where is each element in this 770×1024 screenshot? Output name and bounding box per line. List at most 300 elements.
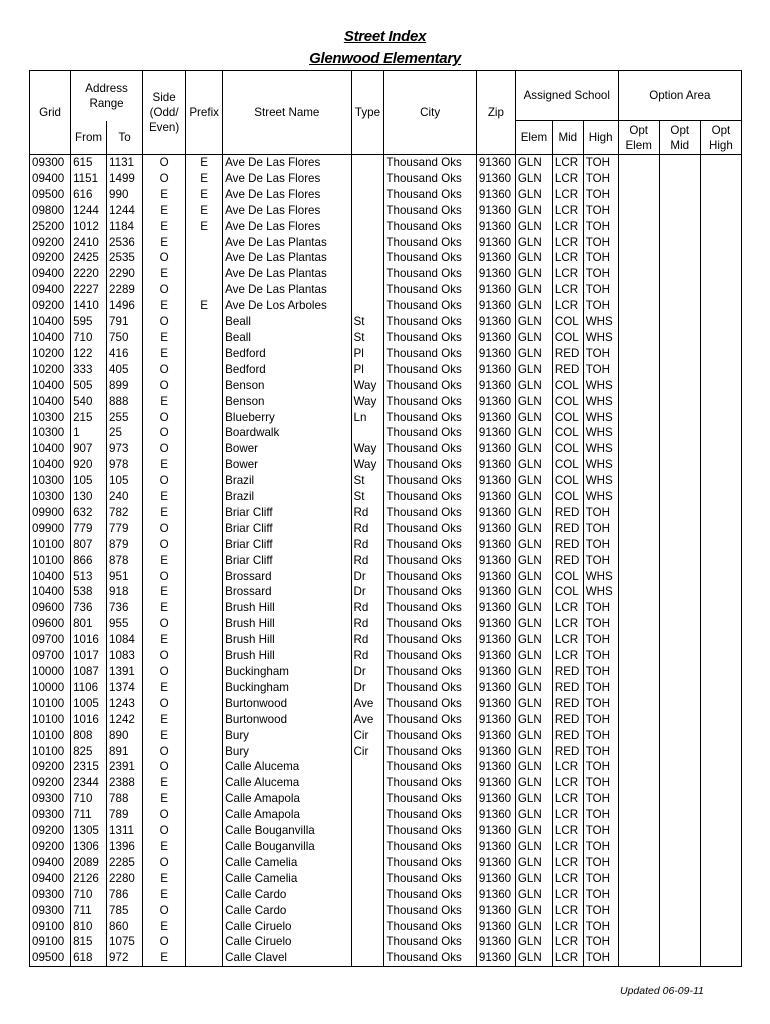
cell-side: E (143, 632, 186, 648)
cell-opt-high (700, 919, 741, 935)
cell-to: 1391 (107, 664, 143, 680)
cell-opt-high (700, 521, 741, 537)
cell-high: TOH (583, 712, 618, 728)
cell-opt-high (700, 219, 741, 235)
cell-opt-high (700, 823, 741, 839)
cell-street-name: Calle Camelia (223, 855, 351, 871)
cell-opt-mid (659, 569, 700, 585)
header-mid: Mid (552, 121, 583, 155)
cell-to: 2535 (107, 250, 143, 266)
cell-city: Thousand Oks (384, 950, 476, 966)
cell-street-name: Calle Cardo (223, 887, 351, 903)
cell-prefix: E (186, 155, 223, 171)
cell-opt-high (700, 378, 741, 394)
cell-elem: GLN (515, 759, 552, 775)
cell-street-name: Burtonwood (223, 696, 351, 712)
cell-type: St (351, 314, 384, 330)
page-subtitle: Glenwood Elementary (309, 50, 461, 67)
cell-city: Thousand Oks (384, 362, 476, 378)
header-opt-high: Opt High (700, 121, 741, 155)
cell-zip: 91360 (476, 378, 515, 394)
cell-mid: RED (552, 346, 583, 362)
cell-city: Thousand Oks (384, 489, 476, 505)
table-row (30, 553, 742, 569)
cell-zip: 91360 (476, 759, 515, 775)
cell-street-name: Calle Clavel (223, 950, 351, 966)
cell-street-name: Calle Amapola (223, 791, 351, 807)
cell-elem: GLN (515, 473, 552, 489)
cell-side: O (143, 759, 186, 775)
cell-opt-mid (659, 282, 700, 298)
cell-type: Cir (351, 744, 384, 760)
cell-prefix (186, 473, 223, 489)
cell-prefix (186, 855, 223, 871)
cell-city: Thousand Oks (384, 855, 476, 871)
cell-type (351, 187, 384, 203)
header-street-name: Street Name (223, 71, 351, 155)
cell-from: 1305 (71, 823, 107, 839)
cell-opt-high (700, 696, 741, 712)
cell-to: 2391 (107, 759, 143, 775)
cell-type: Rd (351, 632, 384, 648)
cell-street-name: Bedford (223, 362, 351, 378)
cell-prefix (186, 903, 223, 919)
table-row (30, 839, 742, 855)
cell-zip: 91360 (476, 457, 515, 473)
cell-to: 1083 (107, 648, 143, 664)
cell-type: Way (351, 394, 384, 410)
cell-opt-mid (659, 521, 700, 537)
cell-to: 955 (107, 616, 143, 632)
cell-prefix: E (186, 203, 223, 219)
cell-side: E (143, 680, 186, 696)
cell-opt-high (700, 553, 741, 569)
cell-side: E (143, 584, 186, 600)
cell-from: 907 (71, 441, 107, 457)
cell-from: 618 (71, 950, 107, 966)
cell-side: E (143, 791, 186, 807)
cell-type (351, 235, 384, 251)
table-row (30, 664, 742, 680)
cell-mid: LCR (552, 266, 583, 282)
cell-side: E (143, 219, 186, 235)
cell-from: 2126 (71, 871, 107, 887)
cell-to: 782 (107, 505, 143, 521)
cell-grid: 10400 (30, 457, 71, 473)
cell-mid: LCR (552, 155, 583, 171)
cell-side: O (143, 362, 186, 378)
cell-grid: 10100 (30, 696, 71, 712)
cell-opt-elem (618, 903, 659, 919)
cell-opt-high (700, 759, 741, 775)
table-row (30, 648, 742, 664)
cell-type (351, 855, 384, 871)
cell-side: O (143, 282, 186, 298)
cell-opt-mid (659, 744, 700, 760)
cell-grid: 10400 (30, 314, 71, 330)
cell-prefix (186, 791, 223, 807)
cell-street-name: Bedford (223, 346, 351, 362)
header-high: High (583, 121, 618, 155)
cell-prefix (186, 537, 223, 553)
cell-to: 972 (107, 950, 143, 966)
cell-elem: GLN (515, 346, 552, 362)
cell-prefix (186, 250, 223, 266)
cell-opt-mid (659, 664, 700, 680)
cell-side: O (143, 155, 186, 171)
cell-prefix: E (186, 298, 223, 314)
cell-elem: GLN (515, 394, 552, 410)
cell-street-name: Calle Bouganvilla (223, 839, 351, 855)
cell-high: WHS (583, 378, 618, 394)
cell-city: Thousand Oks (384, 871, 476, 887)
cell-city: Thousand Oks (384, 839, 476, 855)
cell-street-name: Boardwalk (223, 425, 351, 441)
cell-opt-high (700, 600, 741, 616)
header-prefix: Prefix (186, 71, 223, 155)
cell-street-name: Brossard (223, 569, 351, 585)
cell-prefix: E (186, 219, 223, 235)
cell-opt-mid (659, 171, 700, 187)
street-rows (30, 155, 742, 967)
cell-street-name: Brazil (223, 473, 351, 489)
cell-zip: 91360 (476, 235, 515, 251)
cell-street-name: Ave De Las Flores (223, 219, 351, 235)
cell-grid: 09300 (30, 791, 71, 807)
cell-mid: LCR (552, 219, 583, 235)
table-row (30, 457, 742, 473)
cell-side: E (143, 266, 186, 282)
cell-prefix (186, 919, 223, 935)
cell-prefix (186, 871, 223, 887)
cell-type: Cir (351, 728, 384, 744)
cell-from: 2425 (71, 250, 107, 266)
table-row (30, 823, 742, 839)
table-row (30, 489, 742, 505)
cell-prefix (186, 378, 223, 394)
cell-street-name: Benson (223, 394, 351, 410)
cell-to: 2388 (107, 775, 143, 791)
cell-elem: GLN (515, 235, 552, 251)
cell-zip: 91360 (476, 887, 515, 903)
cell-mid: RED (552, 521, 583, 537)
cell-to: 105 (107, 473, 143, 489)
cell-elem: GLN (515, 521, 552, 537)
cell-opt-high (700, 887, 741, 903)
cell-to: 2536 (107, 235, 143, 251)
cell-street-name: Briar Cliff (223, 537, 351, 553)
table-row (30, 219, 742, 235)
cell-street-name: Ave De Las Flores (223, 155, 351, 171)
cell-street-name: Ave De Las Plantas (223, 250, 351, 266)
cell-type (351, 823, 384, 839)
cell-side: E (143, 330, 186, 346)
cell-grid: 10400 (30, 441, 71, 457)
cell-mid: LCR (552, 934, 583, 950)
cell-elem: GLN (515, 266, 552, 282)
cell-opt-elem (618, 537, 659, 553)
cell-opt-elem (618, 648, 659, 664)
cell-to: 788 (107, 791, 143, 807)
cell-grid: 09400 (30, 171, 71, 187)
cell-elem: GLN (515, 775, 552, 791)
cell-from: 736 (71, 600, 107, 616)
table-row (30, 600, 742, 616)
cell-elem: GLN (515, 187, 552, 203)
cell-from: 2227 (71, 282, 107, 298)
cell-high: TOH (583, 155, 618, 171)
cell-prefix (186, 775, 223, 791)
cell-from: 710 (71, 887, 107, 903)
cell-elem: GLN (515, 441, 552, 457)
table-row (30, 187, 742, 203)
cell-elem: GLN (515, 934, 552, 950)
cell-to: 750 (107, 330, 143, 346)
cell-prefix (186, 680, 223, 696)
cell-opt-mid (659, 425, 700, 441)
cell-to: 405 (107, 362, 143, 378)
cell-mid: LCR (552, 775, 583, 791)
cell-grid: 10400 (30, 569, 71, 585)
cell-high: WHS (583, 473, 618, 489)
cell-prefix (186, 648, 223, 664)
cell-elem: GLN (515, 489, 552, 505)
cell-zip: 91360 (476, 600, 515, 616)
cell-prefix (186, 553, 223, 569)
table-row (30, 298, 742, 314)
cell-high: TOH (583, 282, 618, 298)
table-row (30, 791, 742, 807)
cell-high: TOH (583, 553, 618, 569)
cell-street-name: Briar Cliff (223, 521, 351, 537)
cell-opt-high (700, 950, 741, 966)
table-row (30, 919, 742, 935)
cell-opt-high (700, 425, 741, 441)
cell-city: Thousand Oks (384, 441, 476, 457)
cell-city: Thousand Oks (384, 887, 476, 903)
cell-type: Way (351, 441, 384, 457)
cell-elem: GLN (515, 744, 552, 760)
cell-city: Thousand Oks (384, 537, 476, 553)
header-elem: Elem (515, 121, 552, 155)
cell-to: 860 (107, 919, 143, 935)
cell-zip: 91360 (476, 505, 515, 521)
cell-high: TOH (583, 839, 618, 855)
cell-street-name: Beall (223, 314, 351, 330)
cell-zip: 91360 (476, 934, 515, 950)
cell-opt-high (700, 632, 741, 648)
cell-type (351, 919, 384, 935)
header-opt-mid: Opt Mid (659, 121, 700, 155)
cell-side: E (143, 728, 186, 744)
cell-street-name: Blueberry (223, 410, 351, 426)
cell-street-name: Brazil (223, 489, 351, 505)
cell-opt-elem (618, 362, 659, 378)
cell-zip: 91360 (476, 346, 515, 362)
cell-opt-high (700, 282, 741, 298)
cell-street-name: Brush Hill (223, 648, 351, 664)
cell-elem: GLN (515, 569, 552, 585)
cell-zip: 91360 (476, 839, 515, 855)
cell-from: 2344 (71, 775, 107, 791)
table-row (30, 584, 742, 600)
cell-to: 791 (107, 314, 143, 330)
cell-grid: 09500 (30, 187, 71, 203)
cell-zip: 91360 (476, 521, 515, 537)
cell-type: Dr (351, 664, 384, 680)
cell-from: 2410 (71, 235, 107, 251)
cell-from: 807 (71, 537, 107, 553)
cell-elem: GLN (515, 330, 552, 346)
cell-zip: 91360 (476, 616, 515, 632)
cell-zip: 91360 (476, 171, 515, 187)
cell-side: E (143, 505, 186, 521)
cell-type (351, 219, 384, 235)
cell-opt-elem (618, 791, 659, 807)
cell-side: O (143, 378, 186, 394)
cell-elem: GLN (515, 378, 552, 394)
cell-side: E (143, 235, 186, 251)
cell-side: E (143, 394, 186, 410)
cell-prefix (186, 314, 223, 330)
cell-city: Thousand Oks (384, 187, 476, 203)
cell-mid: LCR (552, 298, 583, 314)
cell-high: TOH (583, 775, 618, 791)
cell-zip: 91360 (476, 425, 515, 441)
cell-to: 1243 (107, 696, 143, 712)
cell-elem: GLN (515, 823, 552, 839)
cell-type (351, 155, 384, 171)
cell-zip: 91360 (476, 950, 515, 966)
cell-from: 333 (71, 362, 107, 378)
cell-opt-mid (659, 759, 700, 775)
cell-grid: 09200 (30, 250, 71, 266)
cell-mid: LCR (552, 282, 583, 298)
cell-grid: 09100 (30, 919, 71, 935)
cell-high: WHS (583, 584, 618, 600)
header-option-area: Option Area (618, 71, 741, 121)
cell-opt-elem (618, 680, 659, 696)
cell-grid: 09200 (30, 298, 71, 314)
cell-prefix (186, 394, 223, 410)
cell-street-name: Calle Bouganvilla (223, 823, 351, 839)
cell-opt-high (700, 298, 741, 314)
cell-mid: LCR (552, 839, 583, 855)
cell-city: Thousand Oks (384, 712, 476, 728)
cell-prefix (186, 950, 223, 966)
cell-street-name: Calle Amapola (223, 807, 351, 823)
cell-opt-elem (618, 553, 659, 569)
cell-mid: LCR (552, 807, 583, 823)
cell-mid: LCR (552, 855, 583, 871)
cell-opt-mid (659, 235, 700, 251)
cell-type: Way (351, 457, 384, 473)
cell-to: 879 (107, 537, 143, 553)
cell-mid: LCR (552, 250, 583, 266)
cell-mid: COL (552, 425, 583, 441)
table-row (30, 171, 742, 187)
cell-city: Thousand Oks (384, 744, 476, 760)
cell-opt-elem (618, 330, 659, 346)
cell-from: 711 (71, 807, 107, 823)
cell-grid: 09300 (30, 903, 71, 919)
cell-to: 786 (107, 887, 143, 903)
cell-grid: 10300 (30, 410, 71, 426)
cell-from: 1016 (71, 632, 107, 648)
table-row (30, 712, 742, 728)
cell-from: 808 (71, 728, 107, 744)
cell-opt-mid (659, 473, 700, 489)
cell-opt-elem (618, 187, 659, 203)
cell-prefix (186, 728, 223, 744)
cell-mid: LCR (552, 791, 583, 807)
table-row (30, 887, 742, 903)
cell-opt-elem (618, 203, 659, 219)
cell-prefix (186, 569, 223, 585)
cell-grid: 09700 (30, 648, 71, 664)
cell-opt-elem (618, 664, 659, 680)
cell-opt-elem (618, 171, 659, 187)
cell-side: O (143, 823, 186, 839)
cell-street-name: Bower (223, 441, 351, 457)
cell-elem: GLN (515, 298, 552, 314)
cell-from: 130 (71, 489, 107, 505)
cell-opt-mid (659, 775, 700, 791)
cell-to: 1311 (107, 823, 143, 839)
cell-city: Thousand Oks (384, 696, 476, 712)
cell-opt-mid (659, 887, 700, 903)
cell-street-name: Calle Ciruelo (223, 919, 351, 935)
updated-date: Updated 06-09-11 (620, 985, 704, 997)
cell-high: TOH (583, 664, 618, 680)
cell-elem: GLN (515, 839, 552, 855)
cell-grid: 09500 (30, 950, 71, 966)
cell-high: TOH (583, 807, 618, 823)
cell-opt-mid (659, 441, 700, 457)
cell-opt-elem (618, 584, 659, 600)
cell-elem: GLN (515, 855, 552, 871)
cell-side: E (143, 775, 186, 791)
cell-city: Thousand Oks (384, 155, 476, 171)
cell-street-name: Burtonwood (223, 712, 351, 728)
cell-street-name: Brossard (223, 584, 351, 600)
cell-type (351, 950, 384, 966)
cell-mid: LCR (552, 235, 583, 251)
cell-prefix (186, 521, 223, 537)
page-titles (0, 26, 770, 70)
cell-mid: LCR (552, 823, 583, 839)
cell-city: Thousand Oks (384, 235, 476, 251)
cell-opt-mid (659, 919, 700, 935)
cell-grid: 09200 (30, 839, 71, 855)
cell-zip: 91360 (476, 553, 515, 569)
cell-mid: COL (552, 378, 583, 394)
cell-grid: 25200 (30, 219, 71, 235)
cell-side: O (143, 903, 186, 919)
cell-zip: 91360 (476, 744, 515, 760)
cell-high: TOH (583, 537, 618, 553)
cell-zip: 91360 (476, 728, 515, 744)
cell-street-name: Briar Cliff (223, 505, 351, 521)
cell-city: Thousand Oks (384, 394, 476, 410)
cell-opt-elem (618, 744, 659, 760)
cell-city: Thousand Oks (384, 521, 476, 537)
cell-opt-high (700, 807, 741, 823)
cell-side: E (143, 489, 186, 505)
cell-type (351, 298, 384, 314)
cell-opt-elem (618, 712, 659, 728)
cell-opt-elem (618, 378, 659, 394)
